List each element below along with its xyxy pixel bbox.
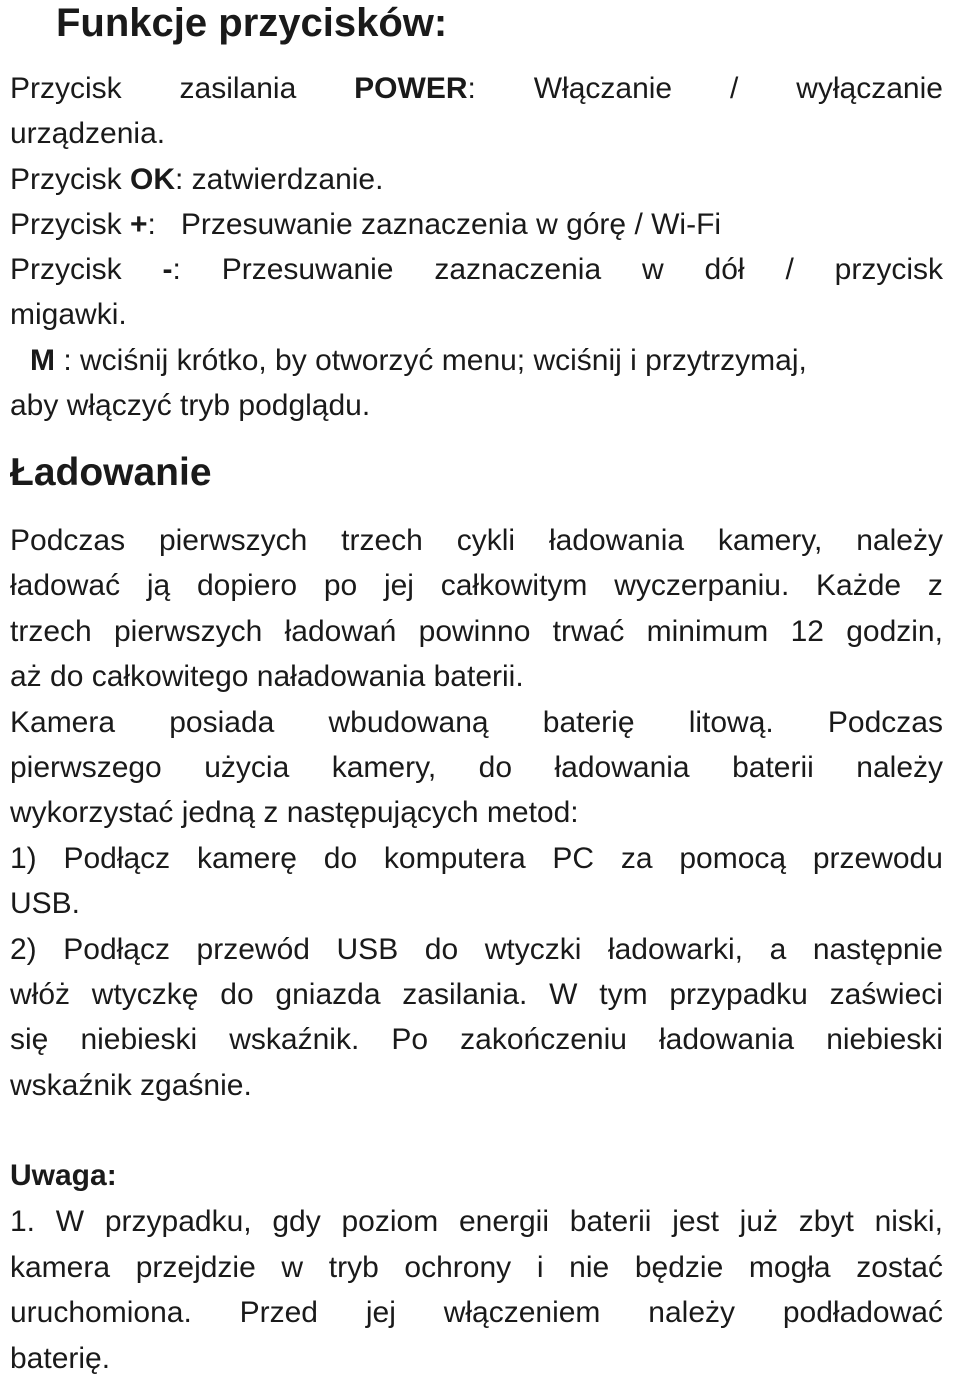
charging-paragraph-line: ładować ją dopiero po jej całkowitym wyczerpaniu. Każde z: [10, 569, 943, 602]
power-key-label: POWER: [354, 72, 468, 105]
note-paragraph-line: uruchomiona. Przed jej włączeniem należy podładować: [10, 1296, 943, 1329]
power-button-description-cont: urządzenia.: [10, 117, 166, 150]
note-paragraph-line: baterię.: [10, 1342, 111, 1375]
minus-key-label: -: [162, 253, 173, 286]
plus-key-label: +: [130, 208, 148, 241]
section-title-button-functions: Funkcje przycisków:: [56, 1, 448, 45]
ok-key-label: OK: [130, 163, 175, 196]
charging-method-2-cont: się niebieski wskaźnik. Po zakończeniu ładowania niebieski: [10, 1023, 943, 1056]
charging-paragraph-line: pierwszego użycia kamery, do ładowania baterii należy: [10, 751, 943, 784]
charging-paragraph-line: Kamera posiada wbudowaną baterię litową. Podczas: [10, 706, 943, 739]
m-key-label: M: [30, 344, 55, 377]
section-title-charging: Ładowanie: [10, 451, 212, 494]
charging-method-1-cont: USB.: [10, 887, 81, 920]
charging-method-2-cont: włóż wtyczkę do gniazda zasilania. W tym przypadku zaświeci: [10, 978, 943, 1011]
charging-method-1: 1) Podłącz kamerę do komputera PC za pomocą przewodu: [10, 842, 943, 875]
section-title-note: Uwaga:: [10, 1159, 117, 1192]
minus-button-description: Przycisk -: Przesuwanie zaznaczenia w dół / przycisk: [10, 253, 943, 286]
minus-button-description-cont: migawki.: [10, 298, 127, 331]
ok-button-description: Przycisk OK: zatwierdzanie.: [10, 163, 384, 196]
power-button-description: Przycisk zasilania POWER: Włączanie / wyłączanie: [10, 72, 943, 105]
charging-method-2: 2) Podłącz przewód USB do wtyczki ładowarki, a następnie: [10, 933, 943, 966]
charging-paragraph-line: Podczas pierwszych trzech cykli ładowania kamery, należy: [10, 524, 943, 557]
note-paragraph-line: kamera przejdzie w tryb ochrony i nie będzie mogła zostać: [10, 1251, 943, 1284]
charging-method-2-cont: wskaźnik zgaśnie.: [10, 1069, 252, 1102]
charging-paragraph-line: aż do całkowitego naładowania baterii.: [10, 660, 524, 693]
note-paragraph-line: 1. W przypadku, gdy poziom energii baterii jest już zbyt niski,: [10, 1205, 943, 1238]
charging-paragraph-line: wykorzystać jedną z następujących metod:: [10, 796, 579, 829]
m-button-description-cont: aby włączyć tryb podglądu.: [10, 389, 371, 422]
charging-paragraph-line: trzech pierwszych ładowań powinno trwać minimum 12 godzin,: [10, 615, 943, 648]
m-button-description: M : wciśnij krótko, by otworzyć menu; wciśnij i przytrzymaj,: [30, 344, 807, 377]
plus-button-description: Przycisk +: Przesuwanie zaznaczenia w górę / Wi-Fi: [10, 208, 722, 241]
